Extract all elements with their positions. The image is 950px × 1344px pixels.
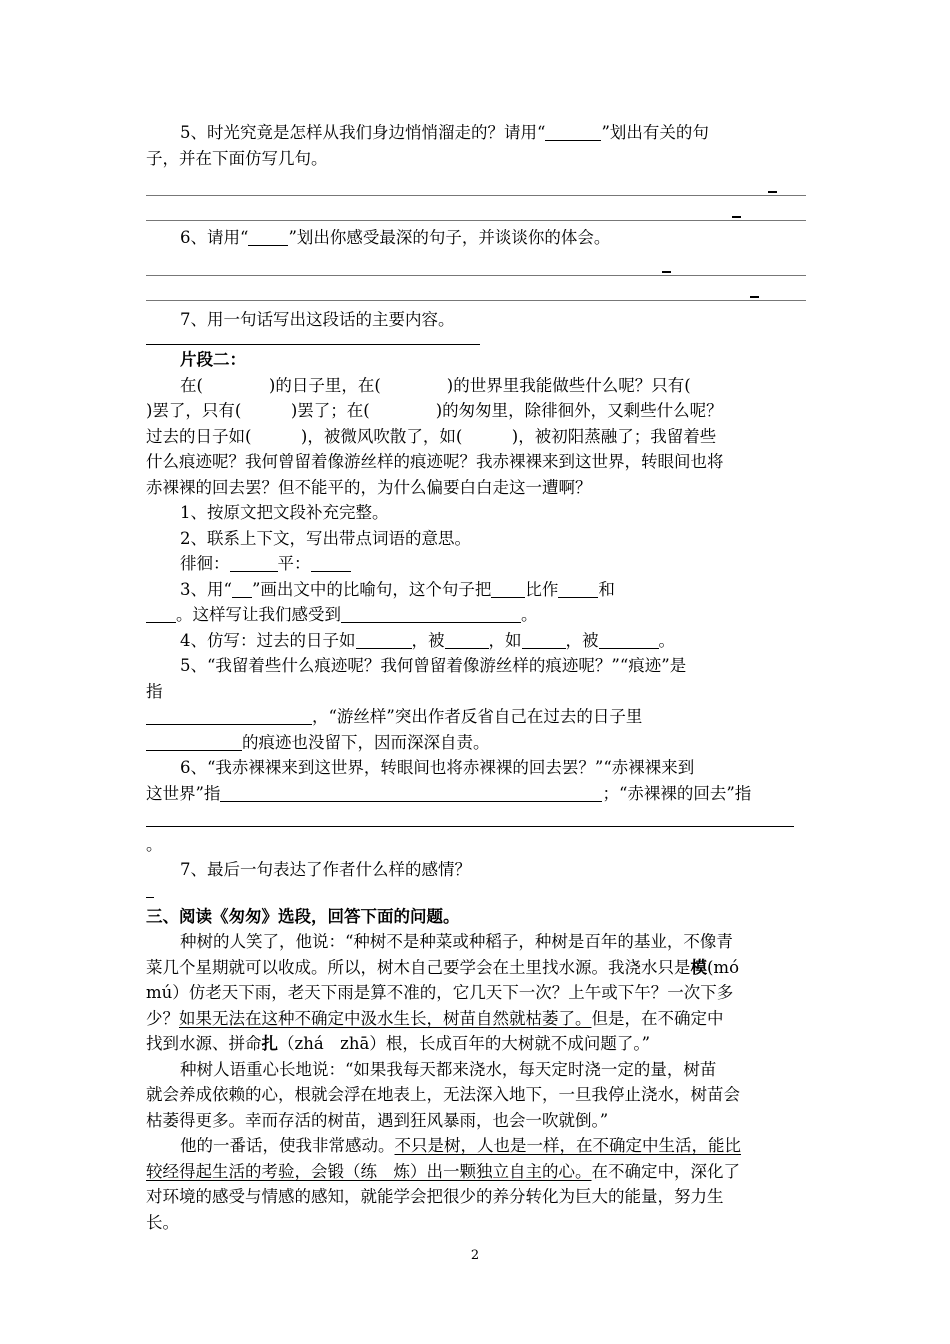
blank	[491, 579, 525, 598]
question-6b: 6、“我赤裸裸来到这世界，转眼间也将赤裸裸的回去罢？”“赤裸裸来到	[180, 758, 695, 777]
section-3-heading: 三、阅读《匆匆》选段，回答下面的问题。	[146, 906, 460, 926]
question-7b: 7、最后一句表达了作者什么样的感情？	[180, 860, 471, 879]
answer-line	[146, 332, 480, 345]
passage-line: 他的一番话，使我非常感动。不只是树，人也是一样，在不确定中生活，能比	[180, 1136, 741, 1155]
blank	[558, 579, 598, 598]
question-5b-cont: 的痕迹也没留下，因而深深自责。	[146, 730, 806, 756]
section-heading: 片段二：	[180, 350, 246, 369]
passage-line: )罢了，只有( )罢了；在( )的匆匆里，除徘徊外，又剩些什么呢？	[146, 401, 723, 420]
passage-line: 少？如果无法在这种不确定中汲水生长，树苗自然就枯萎了。但是，在不确定中	[146, 1008, 724, 1028]
answer-line	[146, 171, 806, 196]
blank	[146, 604, 176, 623]
passage-line: 什么痕迹呢？我何曾留着像游丝样的痕迹呢？我赤裸裸来到这世界，转眼间也将	[146, 452, 724, 471]
question-2-blanks: 徘徊： 平：	[146, 551, 806, 577]
blank	[146, 732, 242, 751]
underlined-sentence: 如果无法在这种不确定中汲水生长，树苗自然就枯萎了。	[179, 1008, 592, 1028]
worksheet-page	[146, 120, 806, 1235]
passage-line: 在( )的日子里，在( )的世界里我能做些什么呢？只有(	[180, 375, 691, 395]
blank	[341, 604, 521, 623]
question-5b-cont: ，“游丝样”突出作者反省自己在过去的日子里	[146, 704, 806, 730]
blank	[146, 808, 794, 827]
answer-line	[146, 251, 806, 276]
question-6: 6、请用“ ”划出你感受最深的句子，并谈谈你的体会。	[180, 228, 611, 247]
question-6b-cont: 这世界”指 ；“赤裸裸的回去”指	[146, 783, 752, 803]
blank	[146, 706, 312, 725]
passage-line: 就会养成依赖的心，根就会浮在地表上，无法深入地下，一旦我停止浇水，树苗会	[146, 1085, 740, 1104]
question-5b: 5、“我留着些什么痕迹呢？我何曾留着像游丝样的痕迹呢？”“痕迹”是	[180, 656, 687, 675]
passage-line: mú）仿老天下雨，老天下雨是算不准的，它几天下一次？上午或下午？一次下多	[146, 983, 734, 1002]
question-7: 7、用一句话写出这段话的主要内容。	[180, 309, 455, 329]
question-6b-cont: 。	[146, 806, 806, 857]
passage-line: 种树人语重心长地说：“如果我每天都来浇水，每天定时浇一定的量，树苗	[180, 1059, 717, 1079]
passage-line: 枯萎得更多。幸而存活的树苗，遇到狂风暴雨，也会一吹就倒。”	[146, 1110, 609, 1130]
answer-line	[146, 276, 806, 301]
passage-line: 较经得起生活的考验，会锻（练 炼）出一颗独立自主的心。在不确定中，深化了	[146, 1161, 740, 1181]
passage-line: 找到水源、拼命扎（zhá zhā）根，长成百年的大树就不成问题了。”	[146, 1034, 650, 1053]
underlined-sentence: 较经得起生活的考验，会锻（练 炼）出一颗独立自主的心。	[146, 1161, 592, 1181]
blank	[522, 630, 566, 649]
passage-line: 对环境的感受与情感的感知，就能学会把很少的养分转化为巨大的能量，努力生	[146, 1187, 724, 1206]
underlined-sentence: 不只是树，人也是一样，在不确定中生活，能比	[394, 1136, 741, 1155]
page-number: 2	[470, 1248, 480, 1263]
passage-line: 长。	[146, 1212, 179, 1232]
question-2: 2、联系上下文，写出带点词语的意思。	[180, 528, 471, 548]
blank	[230, 553, 278, 572]
question-5: 5、时光究竟是怎样从我们身边悄悄溜走的？请用“ ”划出有关的句	[180, 123, 709, 142]
question-1: 1、按原文把文段补充完整。	[180, 503, 389, 522]
passage-line: 菜几个星期就可以收成。所以，树木自己要学会在土里找水源。我浇水只是模(mó	[146, 957, 740, 977]
passage-line: 赤裸裸的回去罢？但不能平的，为什么偏要白白走这一遭啊？	[146, 477, 592, 497]
question-3: 3、用“ ”画出文中的比喻句，这个句子把 比作 和	[180, 579, 615, 599]
blank	[220, 783, 602, 802]
blank	[599, 630, 659, 649]
blank	[445, 630, 489, 649]
question-3-cont: 。这样写让我们感受到 。	[146, 602, 806, 628]
question-5b-cont: 指	[146, 681, 163, 701]
answer-mark	[146, 883, 154, 898]
passage-line: 种树的人笑了，他说：“种树不是种菜或种稻子，种树是百年的基业，不像青	[180, 932, 733, 951]
answer-line	[146, 196, 806, 221]
blank	[311, 553, 351, 572]
question-5-cont: 子，并在下面仿写几句。	[146, 148, 328, 168]
passage-line: 过去的日子如( )，被微风吹散了，如( )，被初阳蒸融了；我留着些	[146, 426, 717, 446]
blank	[356, 630, 412, 649]
blank	[232, 579, 252, 598]
blank	[545, 122, 601, 141]
blank	[248, 227, 288, 246]
question-4: 4、仿写：过去的日子如 ，被 ，如 ，被 。	[180, 630, 675, 650]
